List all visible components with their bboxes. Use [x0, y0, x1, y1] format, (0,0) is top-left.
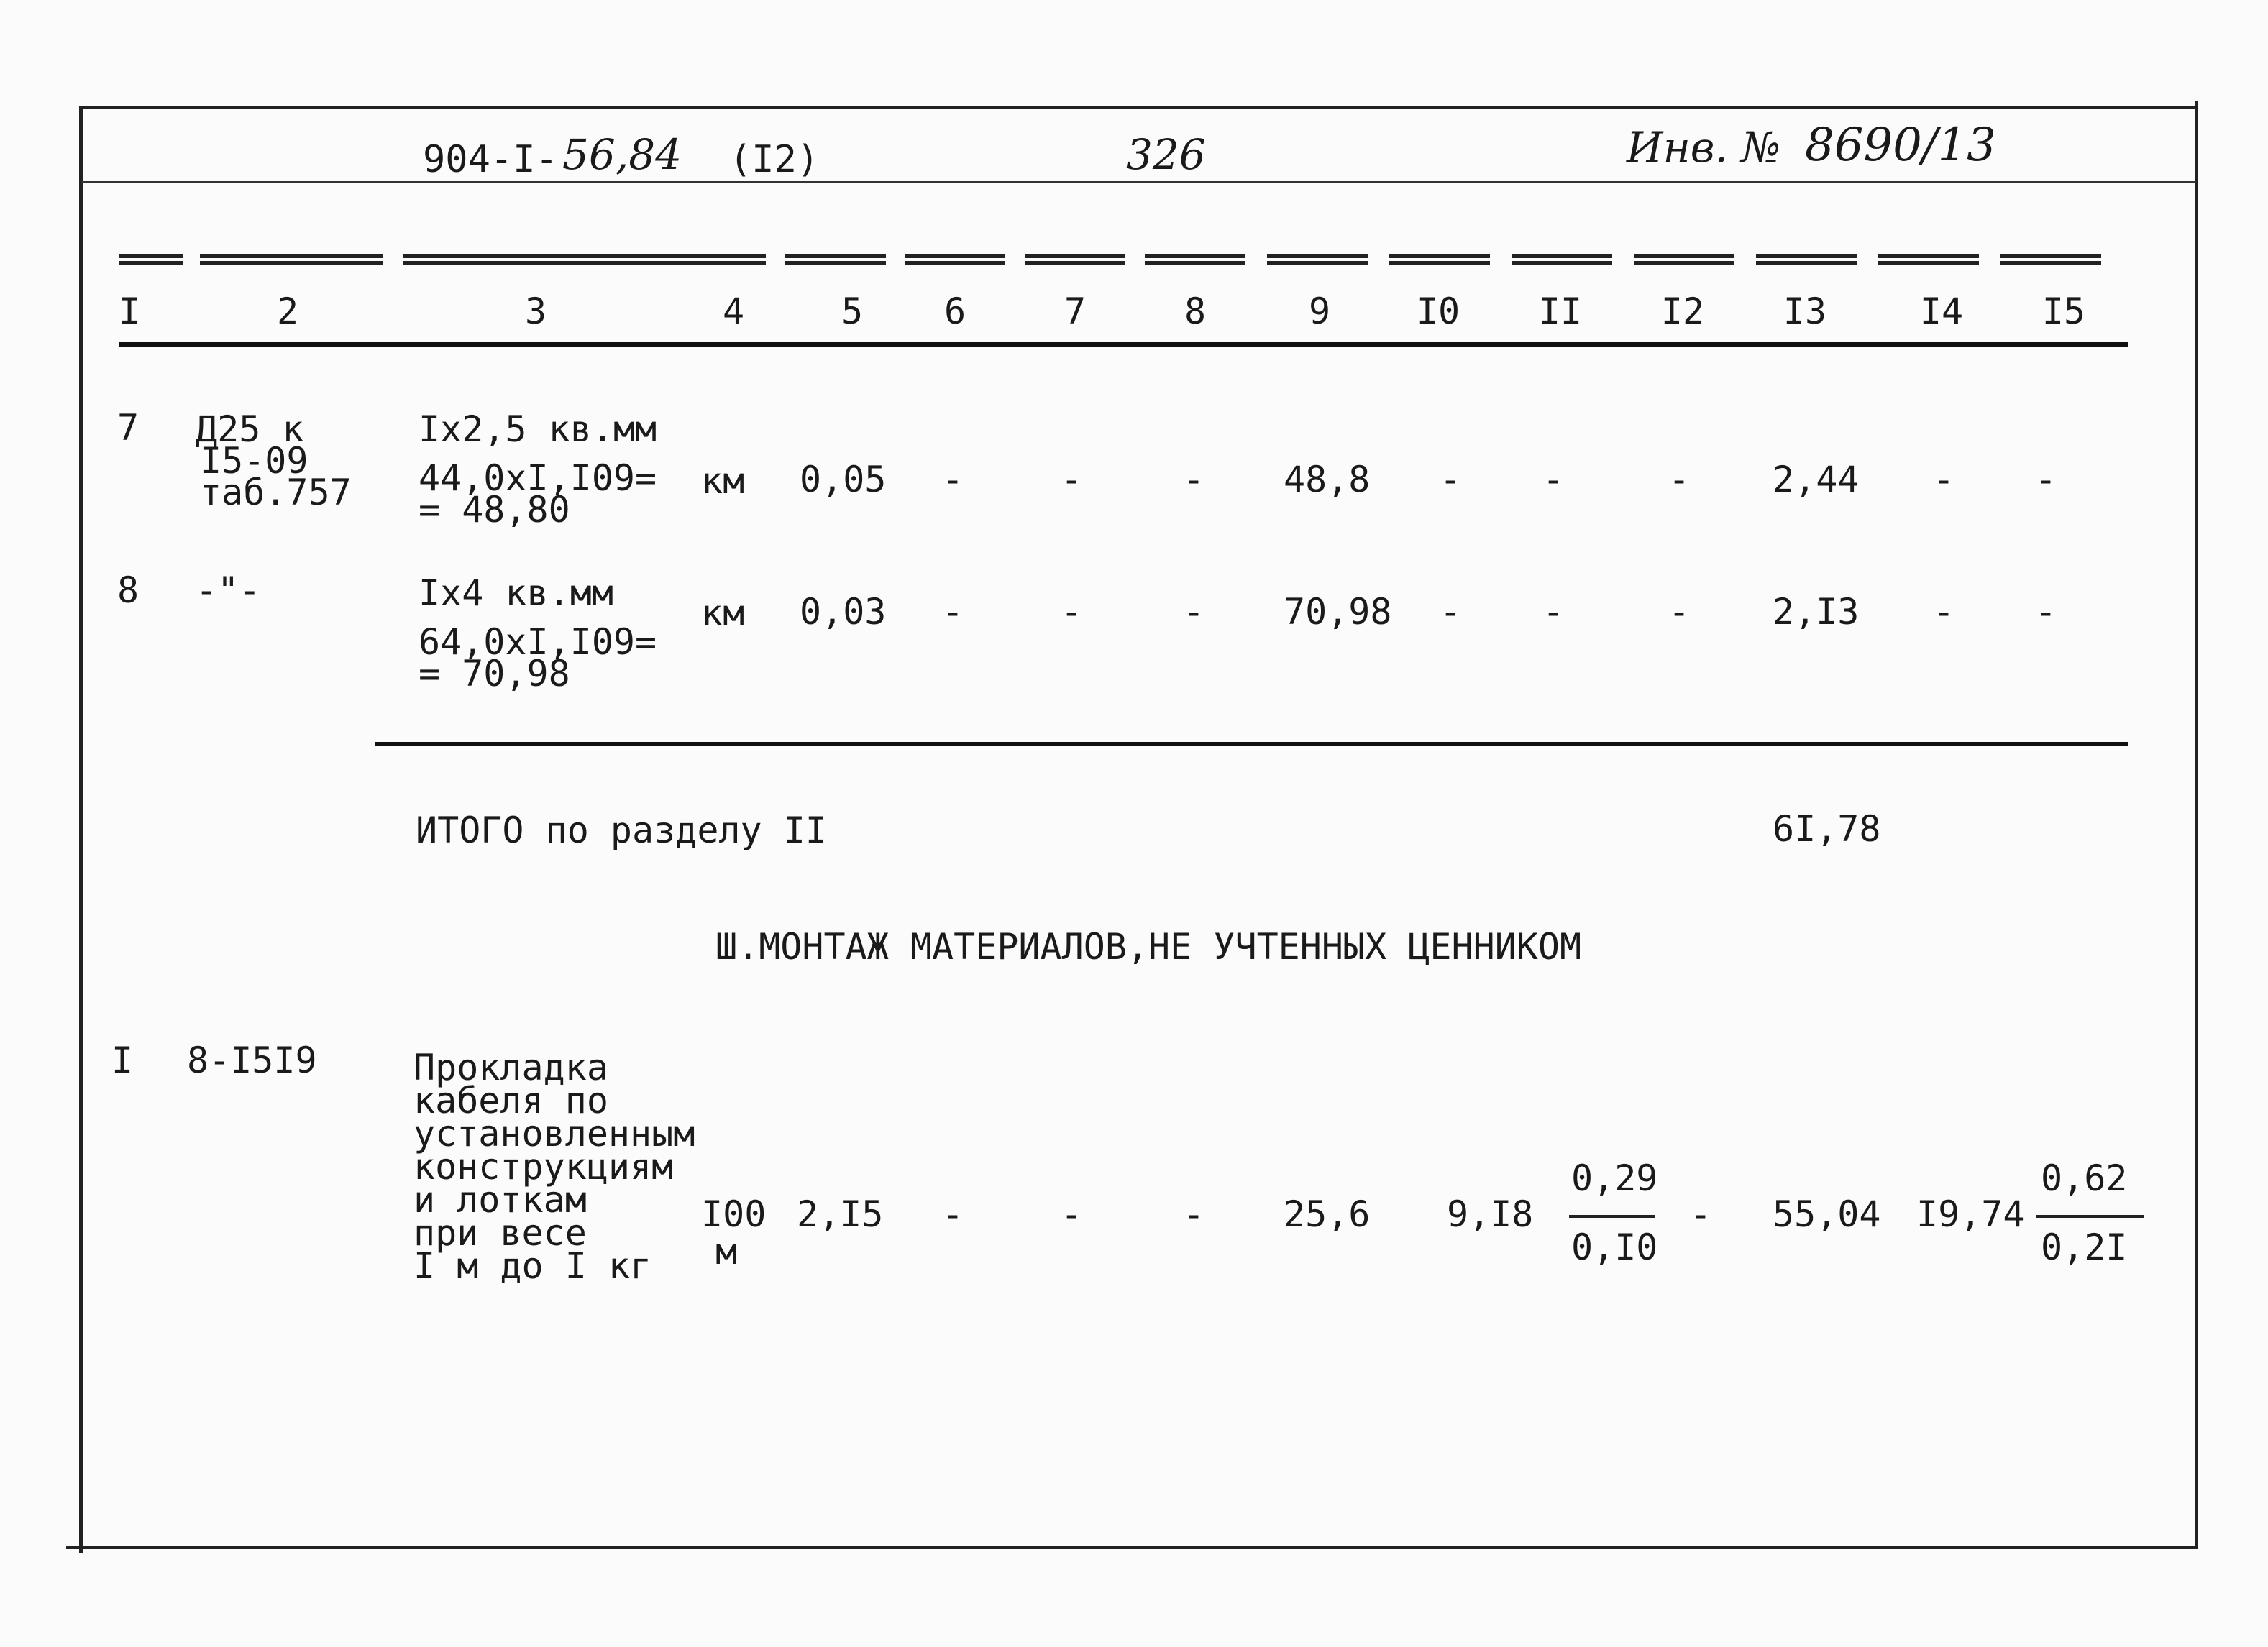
row-desc-line: 44,0xI,I09=: [419, 457, 657, 499]
column-number: 9: [1308, 290, 1331, 332]
column-number: 6: [943, 290, 966, 332]
row-code-line: таб.757: [200, 472, 352, 513]
row-col13: 55,04: [1773, 1193, 1881, 1235]
fraction-bar: [1569, 1215, 1655, 1218]
row-code-line: I5-09: [200, 440, 308, 482]
row-quantity: 2,I5: [797, 1193, 884, 1235]
column-number: I0: [1416, 290, 1460, 332]
column-number: 5: [841, 290, 864, 332]
row-col15: -: [2035, 459, 2057, 500]
double-rule: [1512, 254, 1612, 265]
row-col15-denominator: 0,2I: [2041, 1226, 2128, 1268]
double-rule: [1145, 254, 1245, 265]
row-col9: 25,6: [1284, 1193, 1371, 1235]
row-col12: -: [1668, 459, 1691, 500]
row-col10: -: [1440, 591, 1462, 633]
row-desc-line: Ix4 кв.мм: [419, 572, 613, 614]
doc-code-handwritten: 56,84: [562, 130, 682, 179]
row-desc-line: = 48,80: [419, 489, 570, 531]
row-desc-line: установленным: [413, 1113, 695, 1155]
double-rule: [905, 254, 1005, 265]
column-number: II: [1538, 290, 1583, 332]
column-number: 4: [722, 290, 745, 332]
total-label: ИТОГО по разделу II: [416, 809, 827, 851]
row-col7: -: [1061, 591, 1083, 633]
row-col11: -: [1542, 591, 1565, 633]
column-number: I4: [1919, 290, 1964, 332]
fraction-bar: [2036, 1215, 2144, 1218]
section-title: Ш.МОНТАЖ МАТЕРИАЛОВ,НЕ УЧТЕННЫХ ЦЕННИКОМ: [715, 926, 1582, 968]
double-rule: [119, 254, 183, 265]
row-col14: -: [1933, 459, 1955, 500]
row-col6: -: [942, 591, 964, 633]
column-number: I3: [1783, 290, 1827, 332]
row-unit-line: м: [715, 1231, 738, 1272]
frame-top-border: [79, 106, 2198, 109]
row-number: 8: [117, 569, 140, 611]
double-rule: [200, 254, 383, 265]
row-col13: 2,44: [1773, 459, 1860, 500]
subtotal-rule: [375, 742, 2128, 746]
row-desc-line: при весе: [413, 1212, 587, 1254]
row-code-line: -"-: [196, 569, 261, 611]
row-col15-numerator: 0,62: [2041, 1157, 2128, 1199]
double-rule: [1389, 254, 1490, 265]
doc-code-prefix: 904-I-: [423, 138, 558, 181]
row-col6: -: [942, 459, 964, 500]
row-number: 7: [117, 407, 140, 449]
double-rule: [2000, 254, 2101, 265]
row-unit: км: [701, 592, 745, 634]
row-col15: -: [2035, 591, 2057, 633]
column-number: 7: [1064, 290, 1087, 332]
column-number: I5: [2041, 290, 2086, 332]
row-col11-numerator: 0,29: [1571, 1157, 1658, 1199]
column-number-underline: [119, 342, 2128, 347]
row-col9: 48,8: [1284, 459, 1371, 500]
frame-right-border: [2195, 101, 2198, 1546]
double-rule: [1756, 254, 1857, 265]
row-col10: 9,I8: [1447, 1193, 1534, 1235]
row-col13: 2,I3: [1773, 591, 1860, 633]
row-unit: км: [701, 460, 745, 502]
row-col14: -: [1933, 591, 1955, 633]
row-code-line: Д25 к: [196, 408, 304, 450]
row-unit-line: I00: [701, 1193, 767, 1235]
frame-left-border: [79, 108, 83, 1553]
row-col14: I9,74: [1916, 1193, 2025, 1235]
header-divider: [81, 181, 2196, 183]
row-col9: 70,98: [1284, 591, 1392, 633]
row-col8: -: [1183, 459, 1205, 500]
row-number: I: [111, 1040, 134, 1081]
row-col10: -: [1440, 459, 1462, 500]
column-number: 3: [524, 290, 547, 332]
row-col12: -: [1668, 591, 1691, 633]
double-rule: [1878, 254, 1979, 265]
row-desc-line: и лоткам: [413, 1179, 587, 1221]
row-desc-line: кабеля по: [413, 1080, 608, 1121]
doc-code-suffix: (I2): [729, 138, 820, 181]
row-desc-line: Ix2,5 кв.мм: [419, 408, 657, 450]
total-value: 6I,78: [1773, 808, 1881, 850]
double-rule: [785, 254, 886, 265]
row-col8: -: [1183, 1193, 1205, 1235]
inventory-label: Инв. №: [1627, 123, 1781, 172]
inventory-number: 8690/13: [1805, 119, 1996, 172]
row-desc-line: I м до I кг: [413, 1245, 652, 1287]
double-rule: [403, 254, 680, 265]
frame-bottom-border: [66, 1546, 2198, 1549]
row-desc-line: = 70,98: [419, 653, 570, 694]
row-col11: -: [1542, 459, 1565, 500]
row-quantity: 0,05: [800, 459, 887, 500]
row-quantity: 0,03: [800, 591, 887, 633]
row-desc-line: конструкциям: [413, 1146, 674, 1188]
column-number: 8: [1184, 290, 1207, 332]
column-number: 2: [276, 290, 299, 332]
double-rule: [1267, 254, 1368, 265]
row-col8: -: [1183, 591, 1205, 633]
row-col6: -: [942, 1193, 964, 1235]
row-col7: -: [1061, 459, 1083, 500]
double-rule: [1634, 254, 1734, 265]
row-desc-line: 64,0xI,I09=: [419, 621, 657, 663]
row-code: 8-I5I9: [187, 1040, 317, 1081]
column-number: I2: [1660, 290, 1705, 332]
row-desc-line: Прокладка: [413, 1047, 608, 1088]
page-number: 326: [1126, 130, 1206, 179]
column-number: I: [118, 290, 141, 332]
row-col7: -: [1061, 1193, 1083, 1235]
double-rule: [1025, 254, 1125, 265]
row-col12: -: [1690, 1193, 1712, 1235]
row-col11-denominator: 0,I0: [1571, 1226, 1658, 1268]
double-rule: [665, 254, 766, 265]
